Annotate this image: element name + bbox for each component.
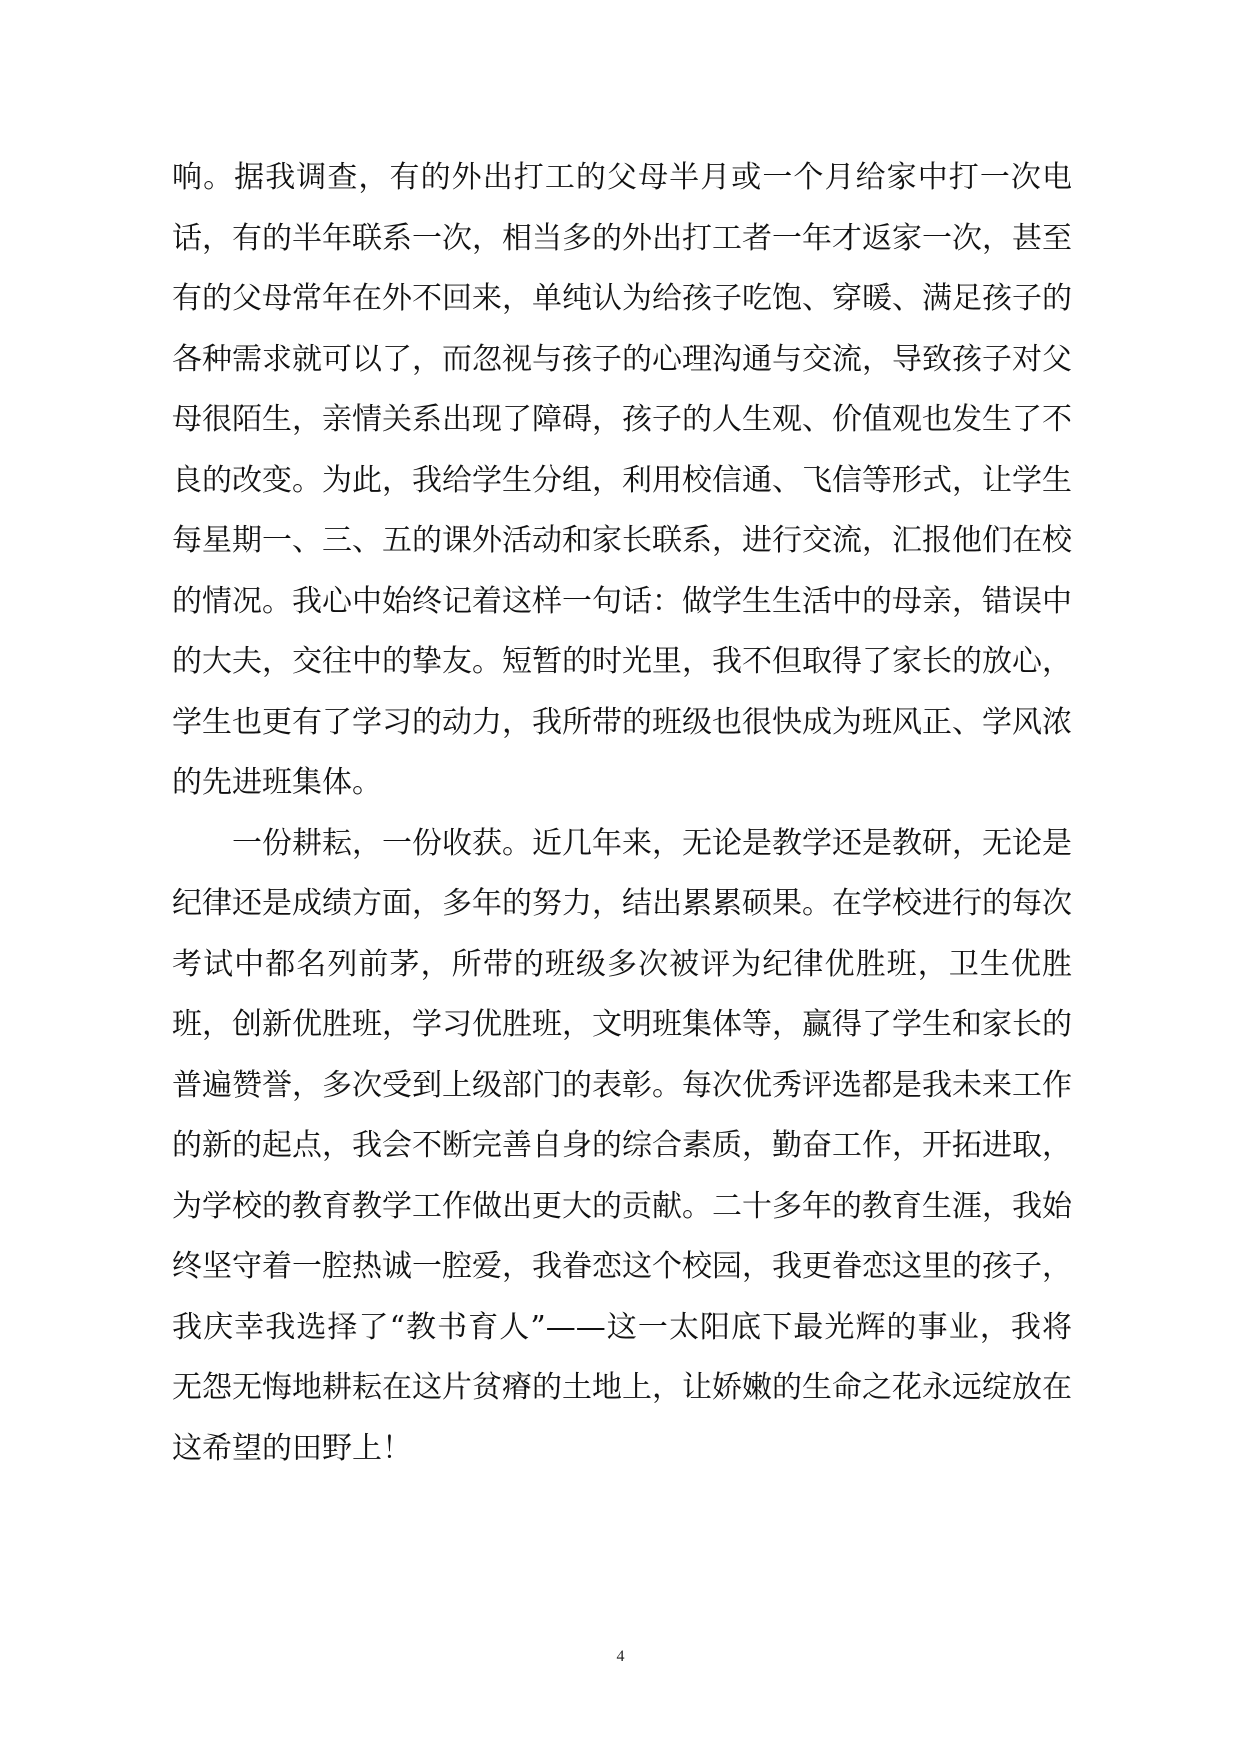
document-body xyxy=(172,148,1072,1479)
paragraph-continuation: 响。据我调查，有的外出打工的父母半月或一个月给家中打一次电话，有的半年联系一次，相当多的外出打工者一年才返家一次，甚至有的父母常年在外不回来，单纯认为给孩子吃饱、穿暖、满足孩子的各种需求就可以了，而忽视与孩子的心理沟通与交流，导致孩子对父母很陌生，亲情关系出现了障碍，孩子的人生观、价值观也发生了不良的改变。为此，我给学生分组，利用校信通、飞信等形式，让学生每星期一、三、五的课外活动和家长联系，进行交流，汇报他们在校的情况。我心中始终记着这样一句话：做学生生活中的母亲，错误中的大夫，交往中的挚友。短暂的时光里，我不但取得了家长的放心，学生也更有了学习的动力，我所带的班级也很快成为班风正、学风浓的先进班集体。 xyxy=(172,160,1072,800)
page-number: 4 xyxy=(616,1648,625,1665)
paragraph-conclusion: 一份耕耘，一份收获。近几年来，无论是教学还是教研，无论是纪律还是成绩方面，多年的努力，结出累累硕果。在学校进行的每次考试中都名列前茅，所带的班级多次被评为纪律优胜班，卫生优胜班，创新优胜班，学习优胜班，文明班集体等，赢得了学生和家长的普遍赞誉，多次受到上级部门的表彰。每次优秀评选都是我未来工作的新的起点，我会不断完善自身的综合素质，勤奋工作，开拓进取，为学校的教育教学工作做出更大的贡献。二十多年的教育生涯，我始终坚守着一腔热诚一腔爱，我眷恋这个校园，我更眷恋这里的孩子，我庆幸我选择了“教书育人”——这一太阳底下最光辉的事业，我将无怨无悔地耕耘在这片贫瘠的土地上，让娇嫩的生命之花永远绽放在这希望的田野上！ xyxy=(172,825,1072,1466)
